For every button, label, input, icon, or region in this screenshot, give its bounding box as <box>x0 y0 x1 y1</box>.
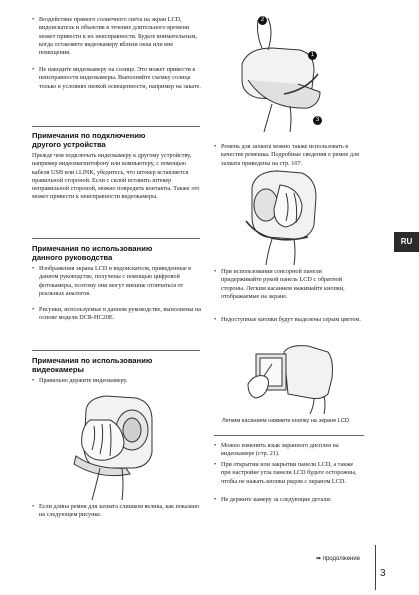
bullet-lcd-care <box>214 461 364 486</box>
step-marker-label: 1 <box>310 52 315 58</box>
bullet-lcd-images <box>32 265 202 298</box>
language-tab-label: RU <box>400 237 413 246</box>
bullet-language <box>214 442 364 459</box>
hand-holding-camera-illustration <box>66 390 166 502</box>
continue-label: продолжение <box>322 556 361 562</box>
bullet-dot: • <box>214 143 217 150</box>
section-divider <box>32 350 200 351</box>
bullet-text: Воздействие прямого солнечного света на экран LCD, видоискатель и объектив в течение длительного времени может привести к их неисправности. Будьте внимательным, когда оставляете видеокамеру вблизи окна или вне помещения. <box>39 16 198 57</box>
bullet-unavailable-buttons <box>214 316 364 324</box>
heading-line: другого устройства <box>32 140 106 149</box>
hand-with-strap-illustration <box>236 165 324 265</box>
page-number: 3 <box>380 568 386 579</box>
grip-strap-illustration <box>228 14 328 132</box>
bullet-text: Не наводите видеокамеру на солнце. Это может привести к неисправности видеокамеры. Выполняйте съемку солнца только в условиях низкой освещенности, например на закате. <box>39 66 201 90</box>
bullet-sun-aim <box>32 66 202 91</box>
step-marker-3 <box>313 116 322 125</box>
section-heading-manual <box>32 244 202 262</box>
bullet-text: Рисунки, используемые в данном руководстве, выполнены на основе модели DCR-HC20E. <box>39 306 202 322</box>
section-heading-connect <box>32 131 202 149</box>
bullet-text: Не держите камеру за следующие детали: <box>221 496 332 503</box>
bullet-dot: • <box>32 503 35 510</box>
bullet-text: Недоступные кнопки будут выделены серым цветом. <box>221 316 361 323</box>
bullet-dot: • <box>32 377 35 384</box>
bullet-touch-panel <box>214 268 364 301</box>
bullet-text: При открытии или закрытии панели LCD, а также при настройке угла панели LCD будьте осторожны, чтобы не нажать кнопки рядом с экраном LCD. <box>221 461 357 485</box>
caption-divider <box>214 435 364 436</box>
heading-line: Примечания по использованию <box>32 244 153 253</box>
bullet-dont-hold <box>214 496 364 504</box>
step-marker-label: 3 <box>315 117 320 123</box>
bullet-model <box>32 306 202 323</box>
bullet-dot: • <box>214 461 217 468</box>
step-marker-1 <box>308 51 317 60</box>
arrow-right-icon: ➡ <box>316 556 322 562</box>
continue-indicator <box>316 555 360 562</box>
paragraph-connect: Прежде чем подключать видеокамеру к другому устройству, например видеомагнитофону или компьютеру, с помощью кабеля USB или i.LINK, убедитесь, что штекер вставляется правильной стороной. Если с силой вставить штекер неправильной стороной, можно повредить контакты. Также это может привести к неисправности видеокамеры. <box>32 152 200 201</box>
bullet-dot: • <box>214 496 217 503</box>
bullet-dot: • <box>214 316 217 323</box>
heading-line: данного руководства <box>32 253 113 262</box>
page-number-rule <box>375 545 376 590</box>
bullet-dot: • <box>214 268 217 275</box>
heading-line: видеокамеры <box>32 365 85 374</box>
bullet-dot: • <box>32 16 35 23</box>
bullet-text: Можно изменить язык экранного дисплея на видеокамере (стр. 21). <box>221 442 339 458</box>
bullet-text: Если длина ремня для захвата слишком велика, как показано на следующем рисунке. <box>39 503 200 519</box>
bullet-text: Ремень для захвата можно также использовать в качестве ремешка. Подробные сведения о ремне для захвата приведены на стр. 107. <box>221 143 359 167</box>
language-tab <box>394 232 419 252</box>
bullet-text: Изображения экрана LCD в видоискателя, приведенные в данном руководстве, получены с помощью цифровой фотокамеры, поэтому они могут внешне отличаться от реальных аналогов. <box>39 265 192 297</box>
bullet-text: Правильно держите видеокамеру. <box>39 377 128 384</box>
bullet-dot: • <box>32 306 35 313</box>
section-heading-camera <box>32 356 202 374</box>
bullet-dot: • <box>214 442 217 449</box>
touch-lcd-illustration <box>244 338 336 414</box>
section-divider <box>32 126 200 127</box>
bullet-sunlight <box>32 16 202 57</box>
bullet-hold-camera <box>32 377 202 385</box>
step-marker-2 <box>258 16 267 25</box>
heading-line: Примечания по подключению <box>32 131 146 140</box>
step-marker-label: 2 <box>260 17 265 23</box>
bullet-strap-long <box>32 503 202 520</box>
illustration-caption: Легким касанием нажмите кнопку на экране LCD. <box>222 418 351 424</box>
heading-line: Примечания по использованию <box>32 356 153 365</box>
section-divider <box>32 238 200 239</box>
bullet-dot: • <box>32 66 35 73</box>
bullet-text: При использовании сенсорной панели придерживайте рукой панель LCD с обратной стороны. Легким касанием нажимайте кнопки, отображаемые на экране. <box>221 268 345 300</box>
bullet-dot: • <box>32 265 35 272</box>
